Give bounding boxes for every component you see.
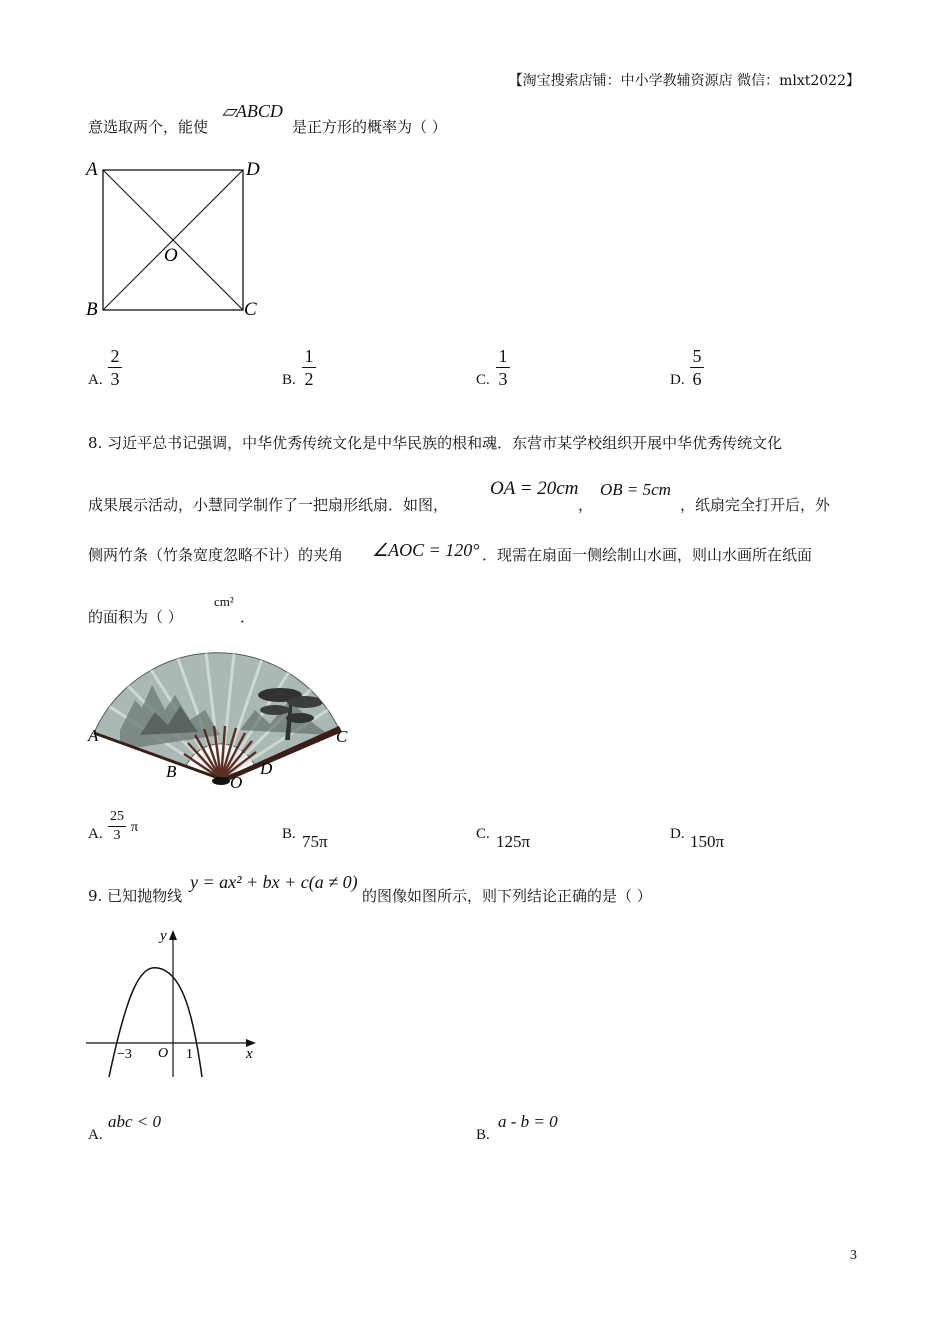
q9-option-b-label: B. xyxy=(476,1127,490,1143)
q9-option-a-label: A. xyxy=(88,1127,103,1143)
q8-angle-eq: ∠AOC = 120° xyxy=(372,540,480,560)
q8-option-a-fraction: 25 3 xyxy=(110,809,124,843)
q8-line3-a: 侧两竹条（竹条宽度忽略不计）的夹角 xyxy=(88,546,344,564)
fan-label-d: D xyxy=(260,759,273,778)
q9-text-before: 9. 已知抛物线 xyxy=(88,887,183,905)
q7-option-d-label: D. xyxy=(670,372,685,388)
q7-option-b-fraction: 1 2 xyxy=(302,347,316,388)
q7-math-parallelogram: ▱ABCD xyxy=(222,101,283,121)
q8-option-a-label: A. xyxy=(88,826,103,842)
axis-label-y: y xyxy=(160,928,167,944)
q8-line4-b: ． xyxy=(240,608,256,626)
q8-ob-eq: OB = 5cm xyxy=(600,480,671,499)
q7-option-c-fraction: 1 3 xyxy=(496,347,510,388)
label-b: B xyxy=(86,299,98,320)
q8-line1: 8. 习近平总书记强调，中华优秀传统文化是中华民族的根和魂．东营市某学校组织开展中华优秀传统文化 xyxy=(88,434,783,452)
q7-option-d-fraction: 5 6 xyxy=(690,347,704,388)
q9-option-a-value: abc < 0 xyxy=(108,1112,162,1131)
q7-text-after: 是正方形的概率为（ ） xyxy=(292,118,447,136)
q8-line2-b: ，纸扇完全打开后，外 xyxy=(680,496,831,514)
q8-option-b-value: 75π xyxy=(302,832,328,851)
q8-option-d-label: D. xyxy=(670,826,685,842)
q7-option-a-label: A. xyxy=(88,372,103,388)
fan-label-a: A xyxy=(88,726,99,745)
q9-text-after: 的图像如图所示，则下列结论正确的是（ ） xyxy=(362,887,652,905)
q8-option-c-label: C. xyxy=(476,826,490,842)
page-number: 3 xyxy=(850,1248,857,1263)
fan-rivet xyxy=(212,777,230,785)
q8-fan-figure xyxy=(80,640,370,800)
label-o: O xyxy=(164,245,178,266)
y-axis-arrow xyxy=(169,930,177,940)
q9-option-b-value: a - b = 0 xyxy=(498,1112,558,1131)
axis-label-x: x xyxy=(246,1046,253,1062)
q8-comma: ， xyxy=(578,496,594,514)
q8-option-d-value: 150π xyxy=(690,832,725,851)
label-c: C xyxy=(244,299,257,320)
fan-label-c: C xyxy=(336,727,348,746)
q7-option-b-label: B. xyxy=(282,372,296,388)
q8-option-b-label: B. xyxy=(282,826,296,842)
tick-1: 1 xyxy=(186,1047,193,1062)
q8-line2-a: 成果展示活动，小慧同学制作了一把扇形纸扇．如图， xyxy=(88,496,449,514)
label-a: A xyxy=(86,159,98,180)
q7-option-c-label: C. xyxy=(476,372,490,388)
fan-label-o: O xyxy=(230,773,243,792)
q8-option-c-value: 125π xyxy=(496,832,531,851)
q8-line3-b: ．现需在扇面一侧绘制山水画，则山水画所在纸面 xyxy=(482,546,813,564)
origin-label: O xyxy=(158,1046,169,1061)
q9-equation: y = ax² + bx + c(a ≠ 0) xyxy=(190,872,358,892)
q7-square-figure xyxy=(80,155,280,325)
fan-label-b: B xyxy=(166,762,177,781)
q8-line4-a: 的面积为（ ） xyxy=(88,608,183,626)
label-d: D xyxy=(246,159,260,180)
q7-option-a-fraction: 2 3 xyxy=(108,347,122,388)
q9-parabola-graph xyxy=(84,925,274,1085)
tick-neg3: −3 xyxy=(117,1047,132,1062)
q8-oa-eq: OA = 20cm xyxy=(490,478,579,499)
q7-stem xyxy=(88,116,208,137)
header-watermark: 【淘宝搜索店铺：中小学教辅资源店 微信：mlxt2022】 xyxy=(508,73,860,89)
q8-option-a-pi: π xyxy=(131,820,139,835)
q7-text-before: 意选取两个，能使 xyxy=(88,118,209,136)
q8-unit: cm² xyxy=(214,594,234,609)
